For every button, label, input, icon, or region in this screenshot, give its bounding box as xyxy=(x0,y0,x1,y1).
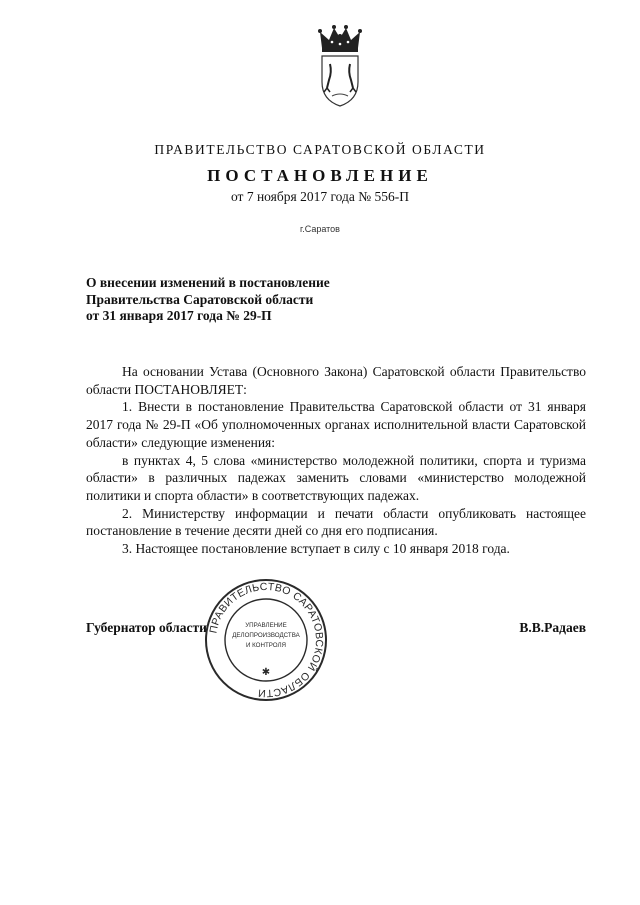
subject-line: от 31 января 2017 года № 29-П xyxy=(86,308,272,323)
clause-3-paragraph: 3. Настоящее постановление вступает в силу с 10 января 2018 года. xyxy=(122,541,510,557)
stamp-inner-text: И КОНТРОЛЯ xyxy=(245,642,287,649)
clause-1-paragraph: 1. Внести в постановление Правительства Саратовской области от 31 января 2017 года № 29-П «Об уполномоченных органах исполнительной власти Саратовской области» следующие изменения: xyxy=(86,399,586,450)
signer-title: Губернатор области xyxy=(86,620,207,635)
stamp-inner-text: ДЕЛОПРОИЗВОДСТВА xyxy=(232,632,300,639)
document-date-number: от 7 ноября 2017 года № 556-П xyxy=(230,189,410,204)
signer-name: В.В.Радаев xyxy=(519,620,586,635)
organization-name: ПРАВИТЕЛЬСТВО САРАТОВСКОЙ ОБЛАСТИ xyxy=(154,142,486,157)
crown-coat-of-arms-icon xyxy=(312,22,368,108)
document-type: ПОСТАНОВЛЕНИЕ xyxy=(207,166,433,185)
subject-line: Правительства Саратовской области xyxy=(86,291,314,307)
official-stamp xyxy=(203,577,329,703)
stamp-inner-text: УПРАВЛЕНИЕ xyxy=(245,622,287,629)
preamble-paragraph: На основании Устава (Основного Закона) Саратовской области Правительство области ПОСТАНОВЛЯЕТ: xyxy=(86,364,586,397)
clause-2-paragraph: 2. Министерству информации и печати области опубликовать настоящее постановление в течение десяти дней со дня его подписания. xyxy=(86,505,586,539)
document-subject xyxy=(86,275,466,325)
stamp-ring-text: ПРАВИТЕЛЬСТВО САРАТОВСКОЙ ОБЛАСТИ xyxy=(207,580,326,700)
city-name: г.Саратов xyxy=(300,224,340,234)
document-body xyxy=(86,363,586,558)
subject-line: О внесении изменений в постановление xyxy=(86,275,330,290)
stamp-star-icon: ✱ xyxy=(261,667,271,678)
clause-1-amendment-paragraph: в пунктах 4, 5 слова «министерство молодежной политики, спорта и туризма области» в различных падежах заменить словами «министерство молодежной политики и спорта области» в соответствующих падежах. xyxy=(86,452,586,503)
